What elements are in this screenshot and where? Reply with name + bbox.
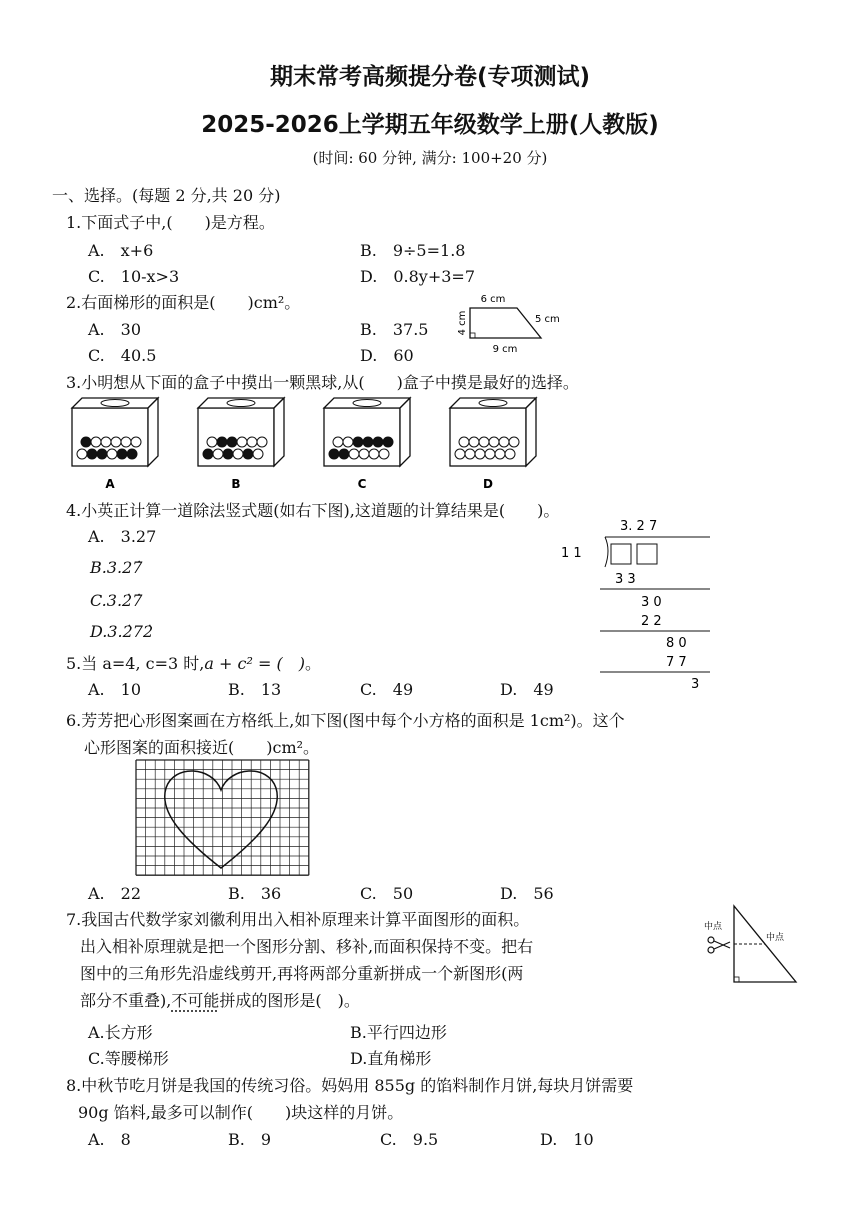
q4-option-d: D.3.2̇72̇ bbox=[90, 622, 154, 641]
black-ball bbox=[363, 437, 373, 447]
white-ball bbox=[359, 449, 369, 459]
white-ball bbox=[465, 449, 475, 459]
q1-option-c: C. 10-x>3 bbox=[88, 267, 180, 286]
white-ball bbox=[459, 437, 469, 447]
q6-stem-line2: 心形图案的面积接近( )cm²。 bbox=[84, 738, 320, 757]
black-ball bbox=[117, 449, 127, 459]
q5-option-d: D. 49 bbox=[500, 680, 554, 699]
white-ball bbox=[469, 437, 479, 447]
white-ball bbox=[101, 437, 111, 447]
q8-option-b: B. 9 bbox=[228, 1130, 272, 1149]
q6-option-d: D. 56 bbox=[500, 884, 554, 903]
q7-option-b: B.平行四边形 bbox=[350, 1023, 447, 1042]
white-ball bbox=[499, 437, 509, 447]
q5-stem bbox=[66, 651, 321, 674]
white-ball bbox=[369, 449, 379, 459]
white-ball bbox=[253, 449, 263, 459]
black-ball bbox=[81, 437, 91, 447]
page-title: 期末常考高频提分卷(专项测试) bbox=[269, 64, 591, 90]
q7-option-d: D.直角梯形 bbox=[350, 1049, 432, 1068]
box-label: B bbox=[231, 477, 241, 491]
exam-info: (时间: 60 分钟, 满分: 100+20 分) bbox=[312, 149, 548, 167]
q6-option-c: C. 50 bbox=[360, 884, 414, 903]
q8-line1: 8.中秋节吃月饼是我国的传统习俗。妈妈用 855g 的馅料制作月饼,每块月饼需要 bbox=[66, 1076, 634, 1095]
q4-option-c: C.3.2̇7̇ bbox=[90, 591, 143, 610]
q8-option-a: A. 8 bbox=[88, 1130, 131, 1149]
division-step-4: 8 0 bbox=[666, 636, 687, 651]
midpoint-label-right: 中点 bbox=[766, 933, 785, 943]
black-ball bbox=[353, 437, 363, 447]
q7-line1: 7.我国古代数学家刘徽利用出入相补原理来计算平面图形的面积。 bbox=[66, 910, 530, 929]
division-step-2: 3 0 bbox=[641, 595, 662, 610]
division-divisor: 1 1 bbox=[561, 546, 582, 561]
black-ball bbox=[223, 449, 233, 459]
white-ball bbox=[247, 437, 257, 447]
q6-option-b: B. 36 bbox=[228, 884, 282, 903]
scissors-icon bbox=[708, 937, 730, 953]
q1-option-a: A. x+6 bbox=[88, 241, 154, 260]
q5-formula: a + c² = ( ) bbox=[204, 654, 305, 673]
white-ball bbox=[121, 437, 131, 447]
white-ball bbox=[91, 437, 101, 447]
q5-option-c: C. 49 bbox=[360, 680, 414, 699]
box-label: C bbox=[357, 477, 367, 491]
page-subtitle: 2025-2026上学期五年级数学上册(人教版) bbox=[201, 112, 659, 138]
white-ball bbox=[237, 437, 247, 447]
q3-stem: 3.小明想从下面的盒子中摸出一颗黑球,从( )盒子中摸是最好的选择。 bbox=[66, 373, 579, 392]
black-ball bbox=[243, 449, 253, 459]
trapezoid-top-label: 6 cm bbox=[480, 294, 506, 305]
midpoint-label-left: 中点 bbox=[704, 922, 723, 932]
white-ball bbox=[233, 449, 243, 459]
white-ball bbox=[485, 449, 495, 459]
white-ball bbox=[333, 437, 343, 447]
q1-stem: 1.下面式子中,( )是方程。 bbox=[66, 213, 275, 232]
white-ball bbox=[475, 449, 485, 459]
q8-option-d: D. 10 bbox=[540, 1130, 594, 1149]
white-ball bbox=[343, 437, 353, 447]
white-ball bbox=[257, 437, 267, 447]
q6-option-a: A. 22 bbox=[88, 884, 142, 903]
trapezoid-bottom-label: 9 cm bbox=[492, 344, 518, 355]
q8-line2: 90g 馅料,最多可以制作( )块这样的月饼。 bbox=[78, 1103, 404, 1122]
section-heading: 一、选择。(每题 2 分,共 20 分) bbox=[52, 186, 281, 205]
q1-option-b: B. 9÷5=1.8 bbox=[360, 241, 466, 260]
q2-option-c: C. 40.5 bbox=[88, 346, 157, 365]
box-label: D bbox=[483, 477, 493, 491]
q2-option-a: A. 30 bbox=[88, 320, 142, 339]
q7-line4 bbox=[80, 988, 360, 1011]
q2-option-d: D. 60 bbox=[360, 346, 414, 365]
black-ball bbox=[339, 449, 349, 459]
black-ball bbox=[383, 437, 393, 447]
white-ball bbox=[455, 449, 465, 459]
trapezoid-figure bbox=[455, 290, 575, 356]
division-quotient: 3. 2 7 bbox=[620, 519, 658, 534]
q5-option-b: B. 13 bbox=[228, 680, 282, 699]
q7-line3: 图中的三角形先沿虚线剪开,再将两部分重新拼成一个新图形(两 bbox=[80, 964, 524, 983]
white-ball bbox=[107, 449, 117, 459]
white-ball bbox=[489, 437, 499, 447]
white-ball bbox=[505, 449, 515, 459]
q5-stem-post: 。 bbox=[304, 654, 321, 673]
q6-stem-line1: 6.芳芳把心形图案画在方格纸上,如下图(图中每个小方格的面积是 1cm²)。这个 bbox=[66, 711, 625, 730]
q7-option-c: C.等腰梯形 bbox=[88, 1049, 169, 1068]
long-division-figure bbox=[555, 515, 715, 695]
q7-line4-post: 拼成的图形是( )。 bbox=[219, 991, 360, 1010]
white-ball bbox=[111, 437, 121, 447]
black-ball bbox=[227, 437, 237, 447]
division-remainder: 3 bbox=[691, 677, 700, 692]
white-ball bbox=[379, 449, 389, 459]
q2-stem: 2.右面梯形的面积是( )cm²。 bbox=[66, 293, 301, 312]
division-step-1: 3 3 bbox=[615, 572, 636, 587]
white-ball bbox=[207, 437, 217, 447]
q7-line2: 出入相补原理就是把一个图形分割、移补,而面积保持不变。把右 bbox=[80, 937, 534, 956]
white-ball bbox=[213, 449, 223, 459]
triangle-cut-figure bbox=[700, 902, 810, 986]
q4-option-a: A. 3.27 bbox=[88, 527, 157, 546]
q4-option-b: B.3.27̇ bbox=[90, 558, 143, 577]
division-step-3: 2 2 bbox=[641, 614, 662, 629]
ball-boxes-figure bbox=[60, 392, 550, 492]
white-ball bbox=[131, 437, 141, 447]
white-ball bbox=[479, 437, 489, 447]
q7-emphasis: 不可能 bbox=[171, 991, 220, 1010]
division-step-5: 7 7 bbox=[666, 655, 687, 670]
q7-option-a: A.长方形 bbox=[88, 1023, 153, 1042]
q1-option-d: D. 0.8y+3=7 bbox=[360, 267, 476, 286]
trapezoid-left-label: 4 cm bbox=[457, 310, 468, 336]
black-ball bbox=[203, 449, 213, 459]
q2-option-b: B. 37.5 bbox=[360, 320, 429, 339]
q5-stem-pre: 5.当 a=4, c=3 时, bbox=[66, 654, 205, 673]
q5-option-a: A. 10 bbox=[88, 680, 142, 699]
q7-line4-pre: 部分不重叠), bbox=[80, 991, 172, 1010]
white-ball bbox=[349, 449, 359, 459]
black-ball bbox=[127, 449, 137, 459]
q4-stem: 4.小英正计算一道除法竖式题(如右下图),这道题的计算结果是( )。 bbox=[66, 501, 560, 520]
box-label: A bbox=[105, 477, 115, 491]
black-ball bbox=[217, 437, 227, 447]
black-ball bbox=[373, 437, 383, 447]
white-ball bbox=[495, 449, 505, 459]
heart-grid-figure bbox=[134, 758, 310, 876]
q8-option-c: C. 9.5 bbox=[380, 1130, 439, 1149]
black-ball bbox=[329, 449, 339, 459]
black-ball bbox=[97, 449, 107, 459]
white-ball bbox=[509, 437, 519, 447]
white-ball bbox=[77, 449, 87, 459]
trapezoid-right-label: 5 cm bbox=[535, 314, 560, 325]
black-ball bbox=[87, 449, 97, 459]
